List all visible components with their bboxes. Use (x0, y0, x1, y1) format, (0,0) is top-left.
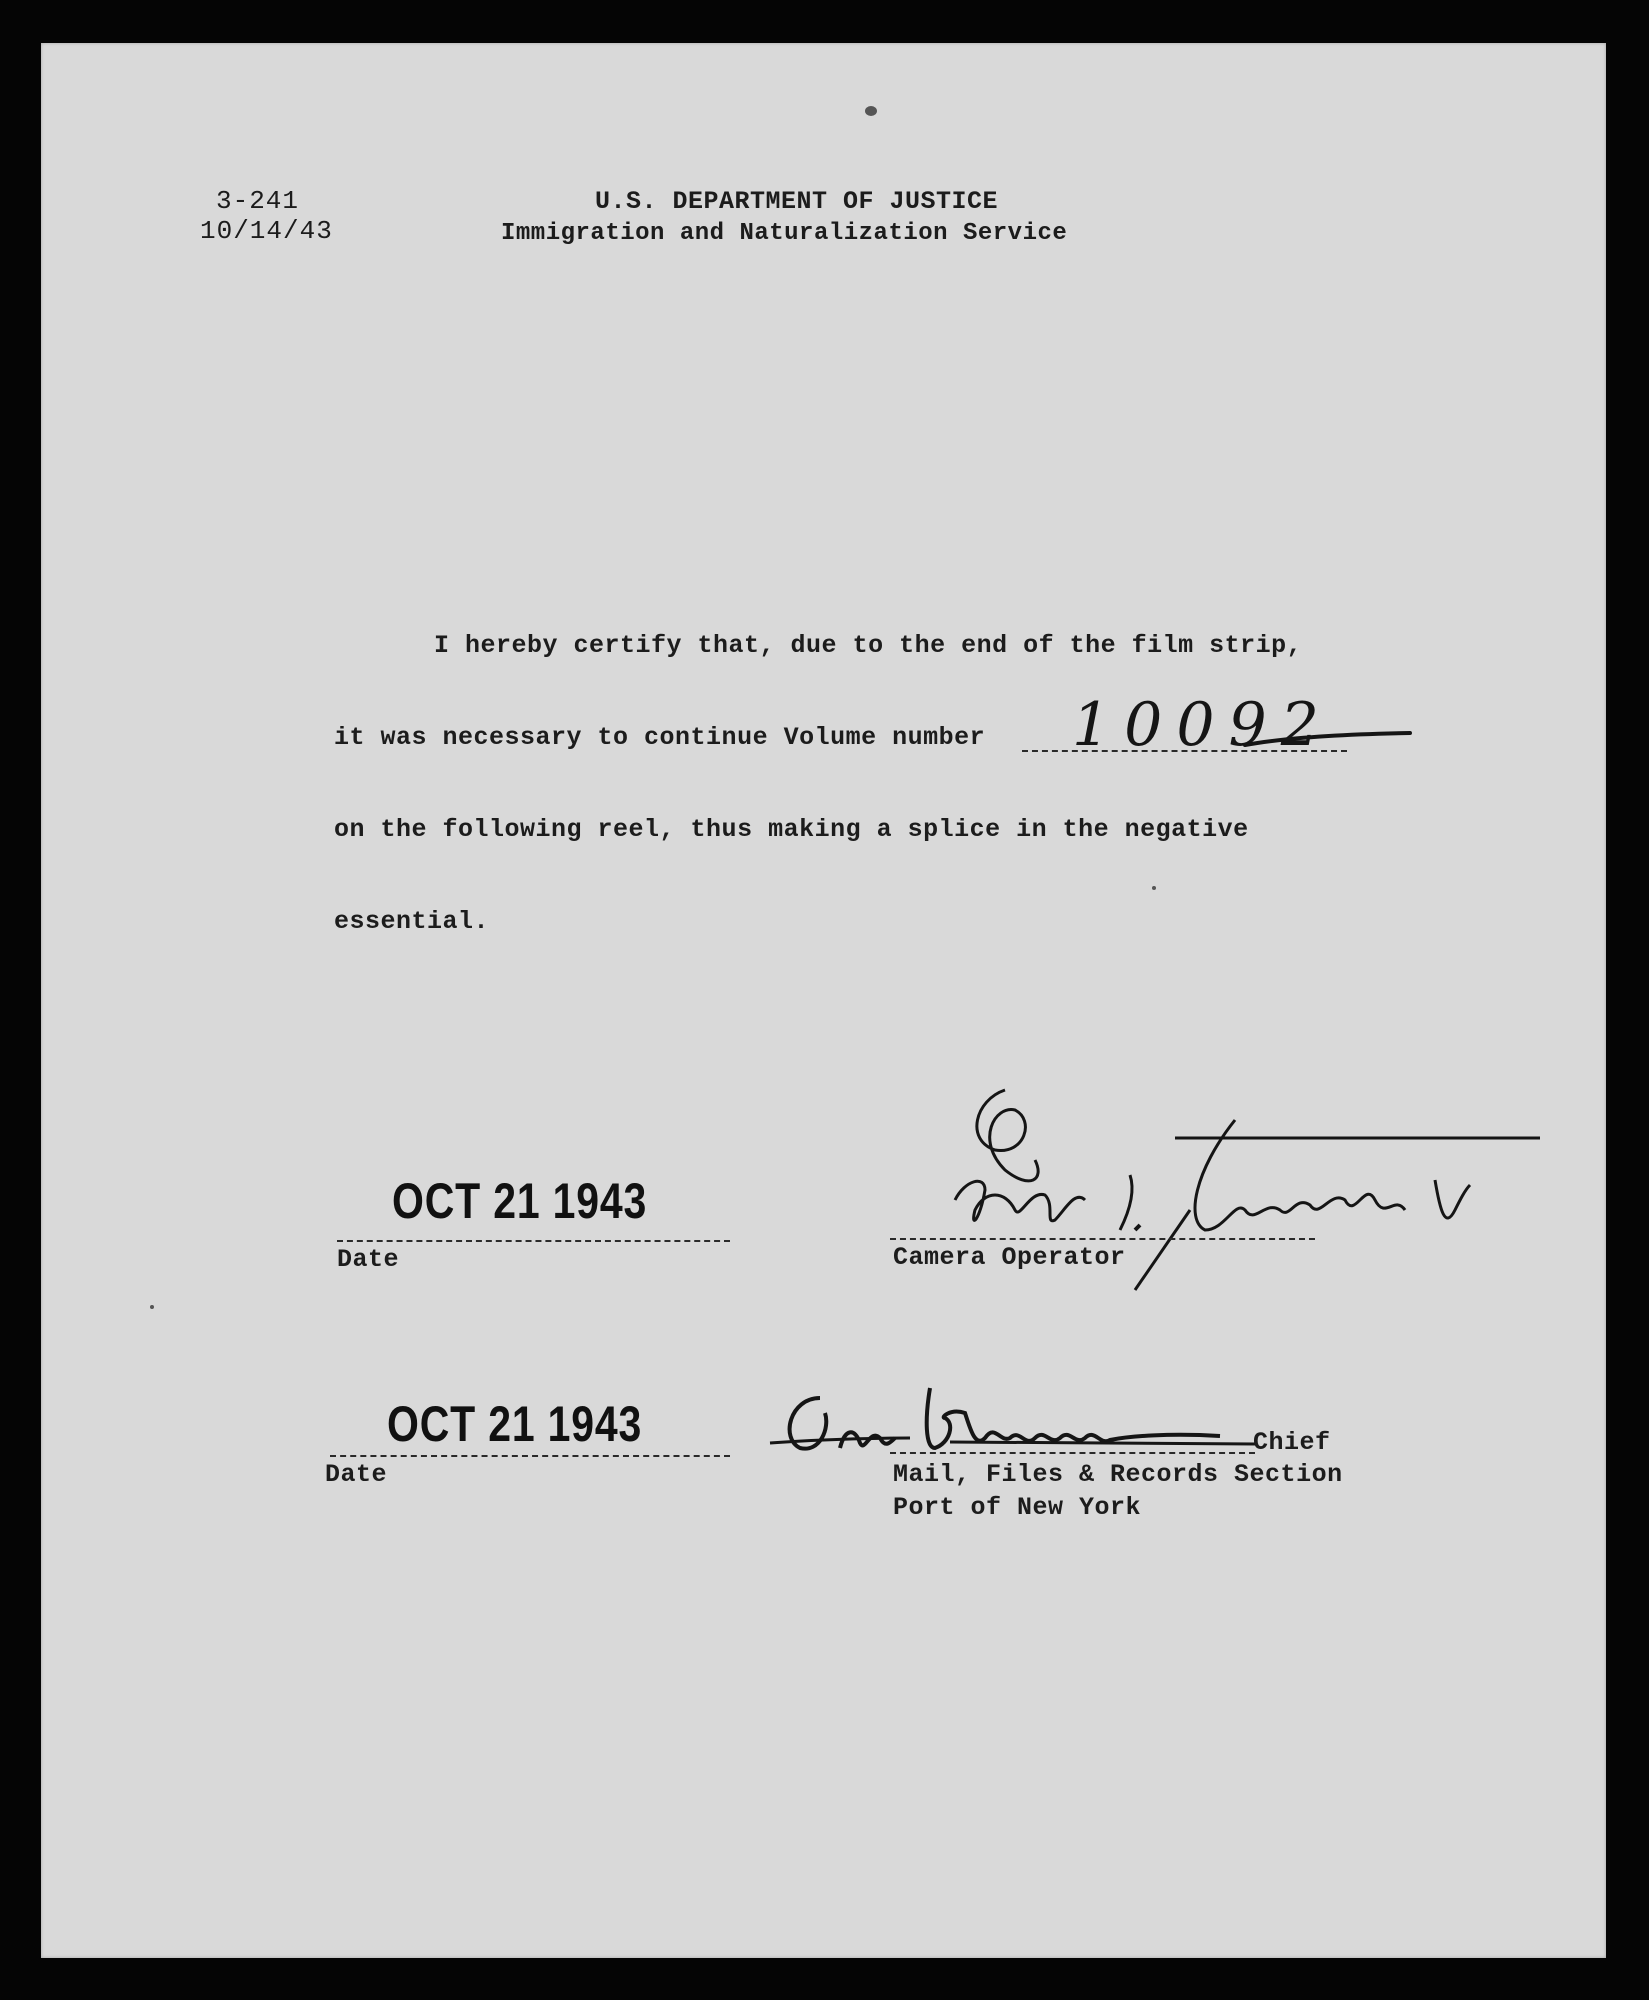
form-date: 10/14/43 (200, 216, 333, 246)
body-line-1: I hereby certify that, due to the end of the film strip, (434, 631, 1303, 660)
scan-speck (1152, 886, 1156, 890)
camera-operator-label: Camera Operator (893, 1243, 1126, 1272)
chief-title: Chief (1253, 1428, 1331, 1457)
form-number: 3-241 (216, 186, 300, 216)
date-stamp-1: OCT 21 1943 (392, 1173, 648, 1229)
date-stamp-2: OCT 21 1943 (387, 1396, 643, 1452)
body-line-4: essential. (334, 907, 490, 936)
scan-speck (865, 106, 877, 116)
chief-signature-line (890, 1452, 1255, 1454)
volume-underline-stroke (1240, 725, 1420, 755)
form-number-block (200, 186, 333, 246)
body-line-2: it was necessary to continue Volume number (334, 723, 986, 752)
date-line-2 (330, 1455, 730, 1457)
chief-org-line-2: Port of New York (893, 1493, 1142, 1522)
chief-org-line-1: Mail, Files & Records Section (893, 1460, 1343, 1489)
date-line-1 (337, 1240, 730, 1242)
volume-number-handwritten: 10092 (1072, 690, 1333, 760)
body-line-3: on the following reel, thus making a splice in the negative (334, 815, 1249, 844)
agency-header: U.S. DEPARTMENT OF JUSTICE (595, 187, 999, 216)
date-label-1: Date (337, 1245, 400, 1274)
date-label-2: Date (325, 1460, 388, 1489)
agency-subheader: Immigration and Naturalization Service (501, 220, 1068, 247)
camera-operator-line (890, 1238, 1315, 1240)
scan-speck (150, 1305, 154, 1309)
